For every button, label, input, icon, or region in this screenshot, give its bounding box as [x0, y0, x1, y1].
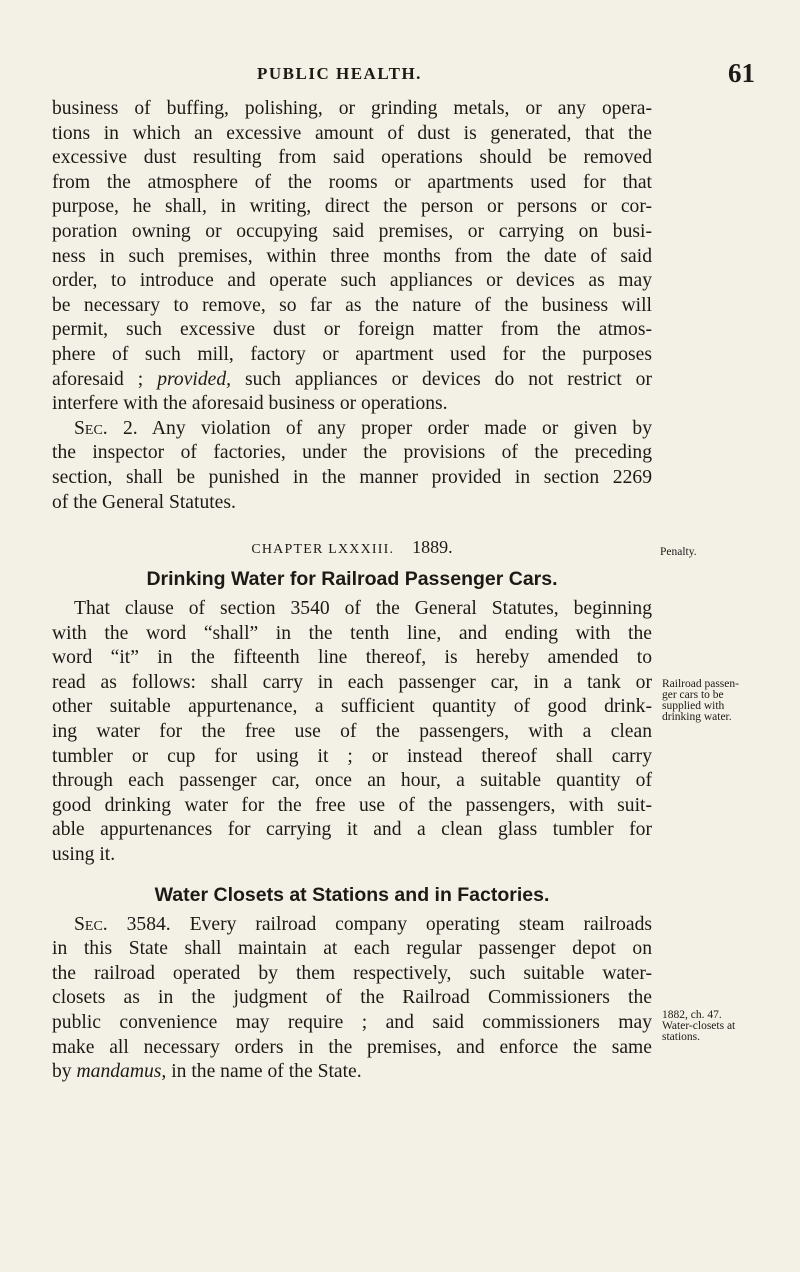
text-line: interfere with the aforesaid business or operations. [52, 393, 448, 415]
text-line: the railroad operated by them respectively, such suitable water- [52, 962, 652, 984]
text-line: closets as in the judgment of the Railroad Commissioners the [52, 987, 652, 1009]
text-line: other suitable appurtenance, a sufficient quantity of good drink- [52, 696, 652, 718]
running-head: PUBLIC HEALTH. [257, 64, 422, 83]
text-run: aforesaid ; [52, 368, 158, 390]
page-header [0, 58, 800, 92]
margin-note-line: ger cars to be [662, 689, 724, 701]
text-line: the inspector of factories, under the provisions of the preceding [52, 442, 652, 464]
text-run: Every railroad company operating steam railroads [170, 913, 653, 935]
section-2-paragraph [52, 417, 652, 515]
text-line [52, 368, 652, 393]
text-line: phere of such mill, factory or apartment used for the purposes [52, 343, 652, 365]
text-line: able appurtenances for carrying it and a clean glass tumbler for [52, 819, 652, 841]
section-1-paragraph [52, 97, 652, 417]
text-line: public convenience may require ; and said commissioners may [52, 1012, 652, 1033]
section-label: Sec. 2. [74, 417, 138, 439]
margin-note-line: Water-closets at [662, 1020, 736, 1032]
text-line: purpose, he shall, in writing, direct the person or persons or cor- [52, 196, 652, 218]
text-run: by [52, 1061, 77, 1083]
text-line: poration owning or occupying said premises, or carrying on busi- [52, 220, 652, 242]
text-line: be necessary to remove, so far as the nature of the business will [52, 294, 652, 316]
text-line: using it. [52, 844, 116, 866]
drinking-water-paragraph [52, 597, 652, 868]
text-line: ing water for the free use of the passengers, with a clean [52, 721, 652, 743]
page-body [52, 97, 652, 1085]
text-line: order, to introduce and operate such appliances or devices as may [52, 270, 652, 292]
text-line: in this State shall maintain at each regular passenger depot on [52, 938, 652, 960]
text-line: make all necessary orders in the premises, and enforce the same [52, 1036, 652, 1058]
margin-note-penalty: Penalty. [660, 546, 697, 558]
text-line [52, 1060, 652, 1085]
text-line: excessive dust resulting from said operations should be removed [52, 147, 652, 169]
text-line: tions in which an excessive amount of dust is generated, that the [52, 122, 652, 144]
text-line: business of buffing, polishing, or grinding metals, or any opera- [52, 98, 652, 119]
margin-note-line: supplied with [662, 700, 725, 712]
text-run: in the name of the State. [166, 1061, 362, 1083]
text-line: section, shall be punished in the manner provided in section 2269 [52, 466, 652, 488]
margin-note-line: Railroad passen- [662, 678, 739, 690]
mandamus-italic: mandamus, [76, 1061, 167, 1083]
text-line: That clause of section 3540 of the General Statutes, beginning [74, 598, 652, 620]
act-title-drinking-water: Drinking Water for Railroad Passenger Cars. [146, 568, 558, 591]
text-line: through each passenger car, once an hour, a suitable quantity of [52, 770, 652, 792]
text-line: ness in such premises, within three months from the date of said [52, 245, 652, 267]
text-line: permit, such excessive dust or foreign matter from the atmos- [52, 319, 652, 341]
text-line: word “it” in the fifteenth line thereof, is hereby amended to [52, 647, 652, 669]
margin-note-line: stations. [662, 1031, 701, 1043]
text-line: of the General Statutes. [52, 491, 236, 513]
text-line: good drinking water for the free use of the passengers, with suit- [52, 794, 652, 816]
text-line: read as follows: shall carry in each passenger car, in a tank or [52, 671, 652, 693]
page-number: 61 [728, 58, 755, 88]
text-line [52, 417, 652, 442]
text-run: Any violation of any proper order made or given by [137, 417, 652, 439]
margin-note-line: drinking water. [662, 711, 732, 723]
text-run: such appliances or devices do not restrict or [231, 368, 652, 390]
section-label: Sec. 3584. [74, 913, 171, 935]
chapter-heading [52, 537, 652, 558]
text-line: from the atmosphere of the rooms or apartments used for that [52, 171, 652, 193]
text-line: with the word “shall” in the tenth line, and ending with the [52, 622, 652, 644]
water-closets-paragraph [52, 913, 652, 1085]
text-line [52, 913, 652, 938]
chapter-label: CHAPTER LXXXIII. [251, 542, 395, 558]
text-line: tumbler or cup for using it ; or instead thereof shall carry [52, 745, 652, 767]
margin-note-drinking-water [662, 679, 739, 723]
margin-note-water-closets [662, 1010, 735, 1043]
margin-note-line: 1882, ch. 47. [662, 1009, 722, 1021]
act-title-water-closets: Water Closets at Stations and in Factories. [154, 883, 550, 906]
chapter-year: 1889. [412, 537, 453, 558]
proviso-italic: provided, [157, 368, 232, 390]
